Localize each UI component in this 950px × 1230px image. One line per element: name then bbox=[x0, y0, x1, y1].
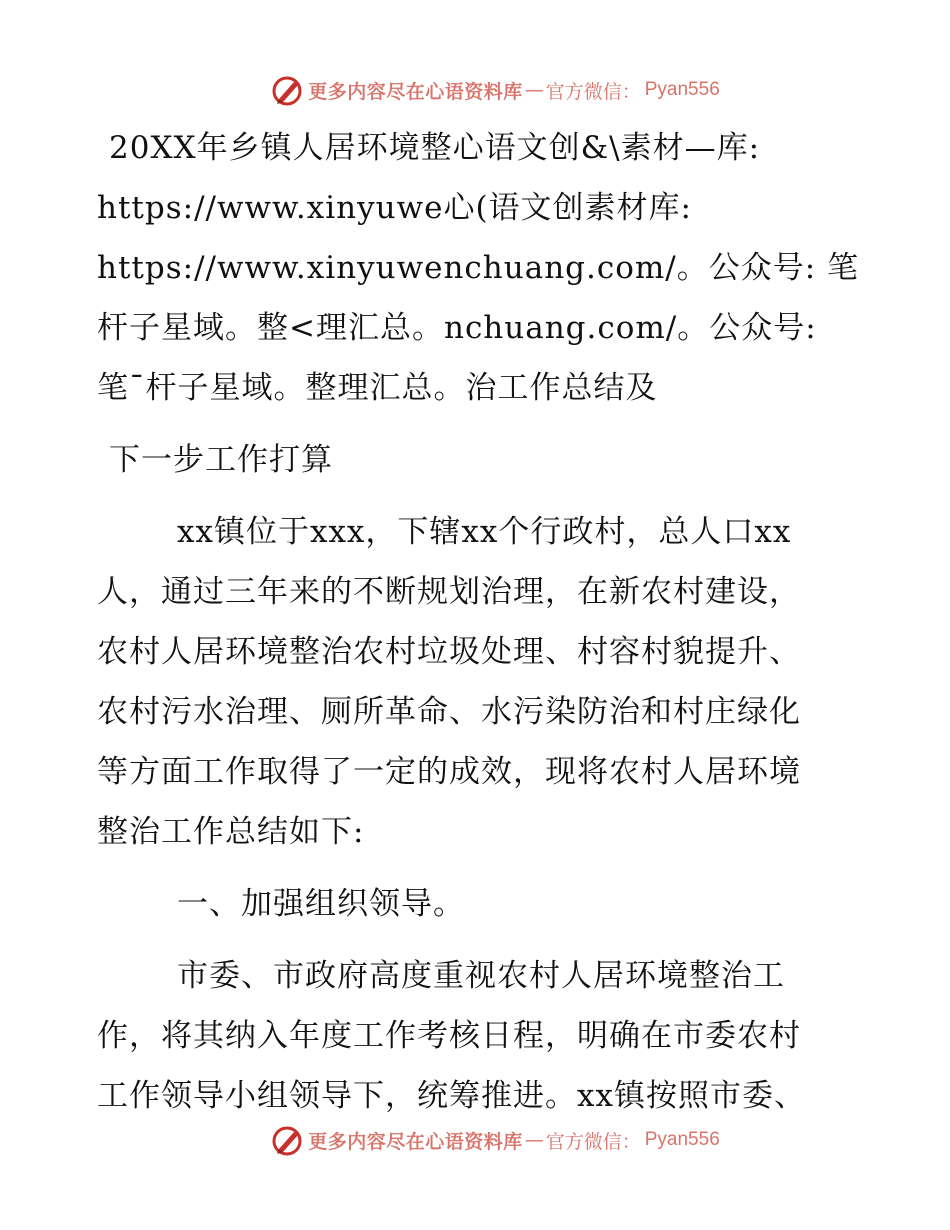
paragraph1-line-6: 整治工作总结如下: bbox=[97, 814, 365, 850]
document-body bbox=[97, 118, 860, 1126]
paragraph1-line-1: xx镇位于xxx，下辖xx个行政村，总人口xx bbox=[177, 514, 792, 550]
title-line-1: 20XX年乡镇人居环境整心语文创&\素材—库: bbox=[109, 130, 761, 166]
title-line-6: 下一步工作打算 bbox=[109, 442, 333, 478]
watermark-wechat-id: Pyan556 bbox=[644, 79, 720, 100]
spacer bbox=[97, 418, 857, 430]
spacer bbox=[97, 490, 857, 502]
title-line-3: https://www.xinyuwenchuang.com/。公众号: 笔 bbox=[97, 250, 860, 286]
watermark-group bbox=[270, 73, 720, 107]
paragraph2-line-1: 市委、市政府高度重视农村人居环境整治工 bbox=[177, 958, 785, 994]
footer-watermark bbox=[0, 1120, 950, 1160]
paragraph1-line-2: 人，通过三年来的不断规划治理，在新农村建设， bbox=[97, 574, 801, 610]
watermark-site-text: 更多内容尽在心语资料库 bbox=[308, 80, 523, 103]
spacer bbox=[97, 934, 857, 946]
paragraph1-line-5: 等方面工作取得了一定的成效，现将农村人居环境 bbox=[97, 754, 801, 790]
paragraph2-line-3: 工作领导小组领导下，统筹推进。xx镇按照市委、 bbox=[97, 1078, 806, 1114]
title-line-2: https://www.xinyuwe心(语文创素材库: bbox=[97, 190, 693, 226]
pen-logo-icon bbox=[270, 1123, 304, 1157]
watermark-wechat-id: Pyan556 bbox=[644, 1129, 720, 1150]
paragraph1-line-4: 农村污水治理、厕所革命、水污染防治和村庄绿化 bbox=[97, 694, 801, 730]
watermark-dash: — bbox=[524, 79, 544, 101]
header-watermark bbox=[0, 70, 950, 110]
section1-heading: 一、加强组织领导。 bbox=[177, 886, 465, 922]
spacer bbox=[97, 862, 857, 874]
title-line-5: 笔¯杆子星域。整理汇总。治工作总结及 bbox=[97, 370, 658, 406]
paragraph2-line-2: 作，将其纳入年度工作考核日程，明确在市委农村 bbox=[97, 1018, 801, 1054]
watermark-group bbox=[270, 1123, 720, 1157]
watermark-site-text: 更多内容尽在心语资料库 bbox=[308, 1130, 523, 1153]
watermark-dash: — bbox=[524, 1129, 544, 1151]
pen-logo-icon bbox=[270, 73, 304, 107]
watermark-wechat-label: 官方微信： bbox=[545, 80, 641, 103]
paragraph1-line-3: 农村人居环境整治农村垃圾处理、村容村貌提升、 bbox=[97, 634, 801, 670]
watermark-wechat-label: 官方微信： bbox=[545, 1130, 641, 1153]
title-line-4: 杆子星域。整<理汇总。nchuang.com/。公众号: bbox=[97, 310, 817, 346]
